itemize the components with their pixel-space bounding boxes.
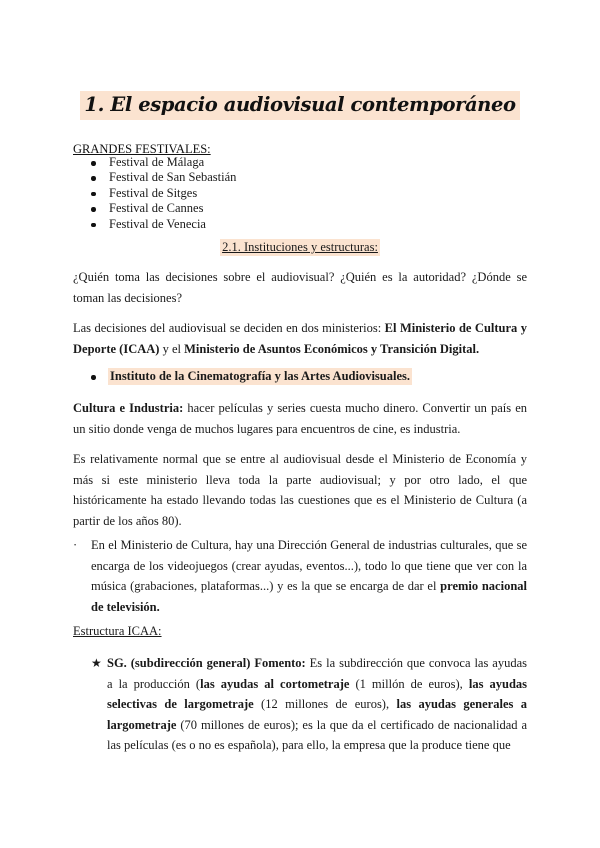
text-run: hacer películas y series cuesta mucho dinero. Convertir un país en un sitio donde venga de muchos lugares para encuentros de cine, es industria. (73, 401, 527, 436)
bullet-icon (91, 223, 96, 228)
bold-run: las ayudas generales a largometraje (107, 697, 527, 732)
section-heading-2-1: 2.1. Instituciones y estructuras: (222, 240, 378, 254)
bold-run: las ayudas al cortometraje (200, 676, 350, 691)
list-item-text: Festival de Málaga (109, 155, 205, 169)
bullet-icon (91, 375, 96, 380)
title-container (0, 91, 600, 120)
bullet-icon (91, 176, 96, 181)
bold-run: Cultura e Industria: (73, 401, 184, 415)
dash-list-item (73, 535, 527, 617)
dot-marker-icon: · (73, 538, 78, 552)
bold-run: premio nacional de televisión. (91, 579, 528, 614)
bullet-icon (91, 161, 96, 166)
list-item (91, 170, 236, 185)
list-item (91, 186, 236, 201)
text-run: y el (159, 341, 185, 356)
highlighted-bullet-text: Instituto de la Cinematografía y las Artes Audiovisuales. (110, 369, 411, 383)
paragraph-ministerios (73, 318, 527, 359)
section-heading-2-1-container (0, 238, 600, 256)
list-item-text: Festival de San Sebastián (109, 170, 237, 185)
bold-run: las ayudas selectivas de largometraje (107, 676, 528, 711)
festivals-list (91, 155, 236, 232)
text-run: (70 millones de euros); es la que da el certificado de nacionalidad a las películas (es o no es española), para ello, la empresa que la produce tiene que (107, 717, 527, 752)
estructura-heading: Estructura ICAA: (73, 624, 162, 638)
star-icon: ★ (91, 656, 102, 670)
text-run: (1 millón de euros), (349, 676, 469, 691)
paragraph-cultura-industria (73, 398, 527, 439)
bullet-icon (91, 207, 96, 212)
paragraph-questions: ¿Quién toma las decisiones sobre el audiovisual? ¿Quién es la autoridad? ¿Dónde se toman las decisiones? (73, 270, 527, 305)
list-item-text: Festival de Cannes (109, 201, 204, 216)
bold-run: SG. (subdirección general) Fomento: (107, 656, 306, 670)
text-run: Las decisiones del audiovisual se deciden en dos ministerios: (73, 321, 385, 335)
list-item-text: Festival de Venecia (109, 216, 206, 231)
list-item (91, 217, 236, 232)
text-run: Es la subdirección que convoca las ayudas a la producción ( (107, 656, 527, 691)
text-run: En el Ministerio de Cultura, hay una Dirección General de industrias culturales, que se encarga de los videojuegos (crear ayudas, eventos...), todo lo que tiene que ver con la música (grabaciones, plataformas...) y es la que se encarga de dar el (91, 538, 527, 593)
bold-run: El Ministerio de Cultura y Deporte (ICAA) (73, 321, 527, 356)
page-title: 1. El espacio audiovisual contemporáneo (80, 91, 519, 120)
paragraph-economia: Es relativamente normal que se entre al audiovisual desde el Ministerio de Economía y más si este ministerio lleva toda la parte audiovisual; y por otro lado, el que históricamente ha estado llevando todas las cuestiones que es el Ministerio de Cultura (a partir de los años 80). (73, 452, 527, 528)
list-item-text: Festival de Sitges (109, 185, 198, 200)
bold-run: Ministerio de Asuntos Económicos y Transición Digital. (184, 341, 480, 356)
text-run: (12 millones de euros), (253, 697, 397, 711)
star-list-item-text (107, 653, 527, 756)
list-item (91, 201, 236, 216)
dash-list-item-text (91, 535, 527, 617)
highlighted-bullet (91, 368, 412, 385)
bullet-icon (91, 192, 96, 197)
list-item (91, 155, 236, 170)
star-list-item (91, 653, 527, 756)
festivals-heading: GRANDES FESTIVALES: (73, 142, 211, 156)
